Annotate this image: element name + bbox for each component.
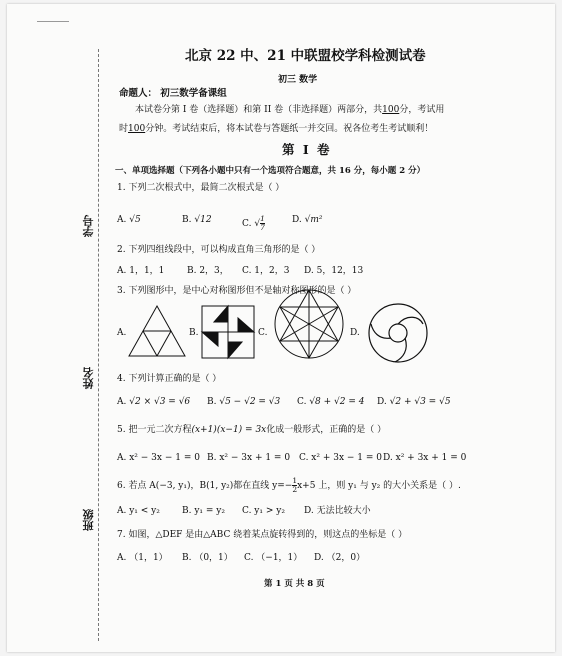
q4-option-a: A. √2 × √3 = √6 (117, 397, 191, 407)
q3-option-b: B. (189, 328, 199, 338)
q3-option-d: D. (350, 328, 360, 338)
q3-figure-b (200, 304, 256, 360)
q3-figure-c (273, 288, 345, 360)
q2-option-d: D. 5，12，13 (304, 266, 364, 276)
q1-option-d: D. √m² (292, 215, 323, 225)
q7-option-b: B. （0，1） (182, 553, 233, 563)
q6-option-a: A. y₁ < y₂ (117, 506, 160, 516)
q3-figure-a (127, 304, 187, 358)
scan-mark (37, 21, 69, 22)
instructions-text: 时 (119, 124, 129, 134)
q5-option-d: D. x² + 3x + 1 = 0 (383, 453, 467, 463)
q4-stem: 4. 下列计算正确的是（ ） (117, 374, 222, 384)
q4-option-c: C. √8 + √2 = 4 (297, 397, 365, 407)
q3-figure-d (367, 302, 429, 364)
q2-option-a: A. 1，1，1 (117, 266, 165, 276)
q1-option-c: C. √ 1 7 (242, 214, 265, 232)
side-label-xingming: 姓名 (82, 367, 95, 389)
q5-option-b: B. x² − 3x + 1 = 0 (207, 453, 291, 463)
q6-stem: 6. 若点 A(−3, y₁)，B(1, y₂)都在直线 y=− 1 2x+5 上，则 y₁ 与 y₂ 的大小关系是（ ）. (117, 476, 461, 494)
q7-stem: 7. 如图，△DEF 是由△ABC 绕着某点旋转得到的，则这点的坐标是（ ） (117, 530, 408, 540)
q5-option-c: C. x² + 3x − 1 = 0 (299, 453, 383, 463)
q1-option-a: A. √5 (117, 215, 141, 225)
q5-option-a: A. x² − 3x − 1 = 0 (117, 453, 200, 463)
instructions-text: 分，考试用 (399, 105, 445, 115)
q5-stem: 5. 把一元二次方程(x+1)(x−1) = 3x化成一般形式，正确的是（ ） (117, 425, 387, 435)
q1-option-b: B. √12 (182, 215, 212, 225)
page-title: 北京 22 中、21 中联盟校学科检测试卷 (185, 48, 426, 64)
q6-option-b: B. y₁ = y₂ (182, 506, 225, 516)
q1-stem: 1. 下列二次根式中，最简二次根式是（ ） (117, 183, 285, 193)
instructions-text: 本试卷分第 I 卷（选择题）和第 II 卷（非选择题）两部分，共 (135, 105, 383, 115)
q6-option-c: C. y₁ > y₂ (242, 506, 285, 516)
q7-option-a: A. （1，1） (117, 553, 168, 563)
page-footer: 第 1 页 共 8 页 (264, 579, 325, 589)
instructions-text: 分钟。考试结束后，将本试卷与答题纸一并交回。祝各位考生考试顺利！ (145, 124, 434, 134)
q2-option-b: B. 2，3， (187, 266, 229, 276)
q4-option-b: B. √5 − √2 = √3 (207, 397, 281, 407)
q7-option-d: D. （2，0） (314, 553, 366, 563)
binding-line (98, 49, 99, 641)
q4-option-d: D. √2 + √3 = √5 (377, 397, 451, 407)
instructions-line-1 (135, 105, 444, 116)
q7-option-c: C. （−1，1） (244, 553, 303, 563)
q6-option-d: D. 无法比较大小 (304, 506, 371, 516)
exam-page (7, 4, 555, 652)
side-label-banji: 班级 (82, 509, 95, 531)
section-heading: 一、单项选择题（下列各小题中只有一个选项符合题意，共 16 分，每小题 2 分） (115, 166, 426, 176)
total-score: 100 (382, 105, 400, 115)
q3-stem: 3. 下列图形中，是中心对称图形但不是轴对称图形的是（ ） (117, 286, 357, 296)
q2-option-c: C. 1，2，3 (242, 266, 290, 276)
instructions-line-2 (119, 124, 433, 135)
q3-option-c: C. (258, 328, 268, 338)
page-subtitle: 初三 数学 (278, 75, 318, 85)
side-label-xuehao: 学号 (82, 215, 95, 237)
q2-stem: 2. 下列四组线段中，可以构成直角三角形的是（ ） (117, 245, 321, 255)
author-line: 命题人： 初三数学备课组 (119, 88, 227, 99)
exam-time: 100 (128, 124, 146, 134)
q3-option-a: A. (117, 328, 127, 338)
section-title: 第 I 卷 (282, 142, 332, 157)
